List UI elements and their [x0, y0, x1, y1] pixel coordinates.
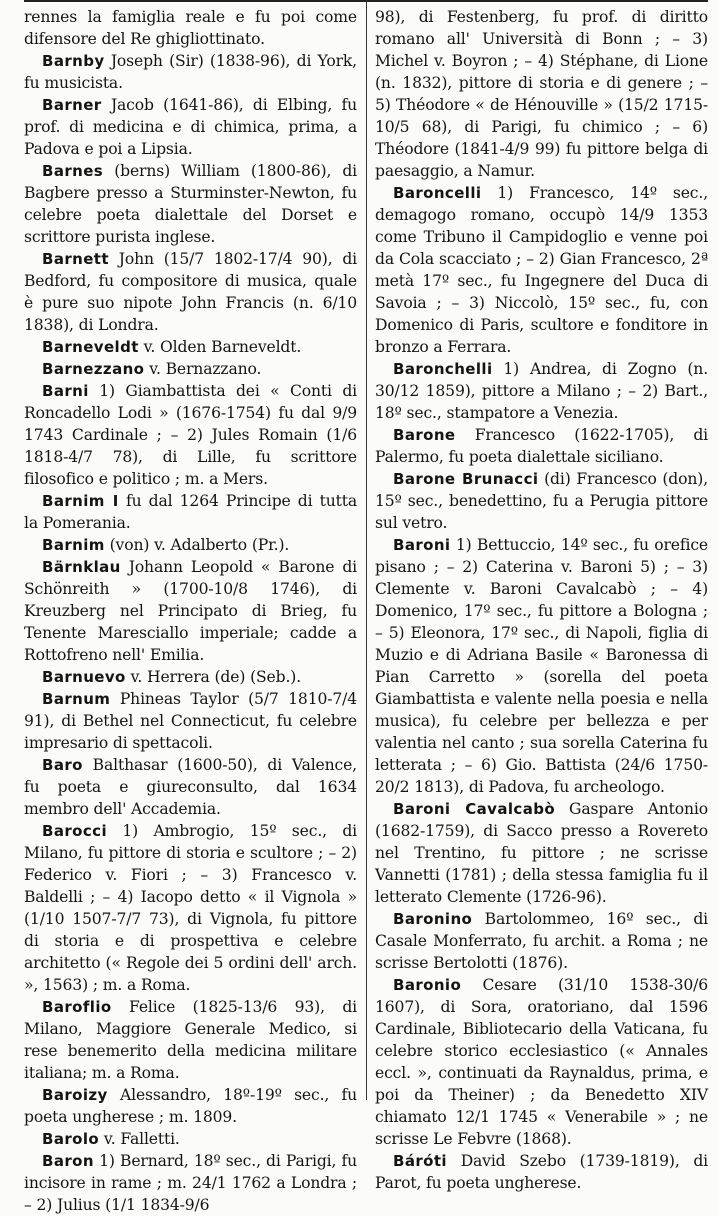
entry-headword: Barnum — [42, 690, 111, 708]
entry-headword: Bärnklau — [42, 558, 121, 576]
entry-baronino: Baronino Bartolommeo, 16º sec., di Casale Monferrato, fu archit. a Roma ; ne scrisse Bertolotti (1876). — [375, 910, 708, 972]
entry-headword: Báróti — [393, 1152, 447, 1170]
entry-barnett: Barnett John (15/7 1802-17/4 90), di Bedford, fu compositore di musica, quale è pure suo nipote John Francis (n. 6/10 1838), di Londra. — [24, 250, 358, 334]
entry-barnuevo: Barnuevo v. Herrera (de) (Seb.). — [42, 668, 301, 686]
entry-headword: Barner — [42, 96, 102, 114]
entry-baronchelli: Baronchelli 1) Andrea, di Zogno (n. 30/12 1859), pittore a Milano ; – 2) Bart., 18º sec., stampatore a Venezia. — [375, 360, 709, 422]
entry-barone-brunacci: Barone Brunacci (di) Francesco (don), 15º sec., benedettino, fu a Perugia pittore sul vetro. — [375, 470, 708, 532]
entry-headword: Barnby — [42, 52, 105, 70]
entry-barner: Barner Jacob (1641-86), di Elbing, fu prof. di medicina e di chimica, prima, a Padova e poi a Lipsia. — [24, 96, 357, 158]
entry-headword: Barocci — [42, 822, 107, 840]
entry-headword: Baroizy — [42, 1086, 108, 1104]
entry-headword: Baronino — [393, 910, 473, 928]
entry-baroflio: Baroflio Felice (1825-13/6 93), di Milano, Maggiore Generale Medico, si rese benemerito della medicina militare italiana; m. a Roma. — [24, 998, 357, 1082]
entry-baroizy: Baroizy Alessandro, 18º-19º sec., fu poeta ungherese ; m. 1809. — [24, 1086, 357, 1126]
entry-barnklau: Bärnklau Johann Leopold « Barone di Schönreith » (1700-10/8 1746), di Kreuzberg nel Principato di Brieg, fu Tenente Maresciallo imperiale; cadde a Rottofreno nell' Emilia. — [24, 558, 358, 664]
entry-barone: Barone Francesco (1622-1705), di Palermo, fu poeta dialettale siciliano. — [375, 426, 708, 466]
column-divider — [366, 0, 367, 1100]
dictionary-page — [24, 0, 709, 1214]
entry-headword: Barnes — [42, 162, 104, 180]
entry-barolo: Barolo v. Falletti. — [42, 1130, 180, 1148]
entry-headword: Barnim I — [42, 492, 119, 510]
entry-barnim-i: Barnim I fu dal 1264 Principe di tutta la Pomerania. — [24, 492, 358, 532]
entry-baron: Baron 1) Bernard, 18º sec., di Parigi, fu incisore in rame ; m. 24/1 1762 a Londra ; – 2) Julius (1/1 1834-9/6 — [24, 1152, 357, 1214]
left-column — [24, 6, 357, 1216]
right-column — [375, 6, 708, 1194]
entry-barni: Barni 1) Giambattista dei « Conti di Roncadello Lodi » (1676-1754) fu dal 9/9 1743 Cardinale ; – 2) Jules Romain (1/6 1818-4/7 78), di Lille, fu scrittore filosofico e politico ; m. a Mers. — [24, 382, 357, 488]
entry-headword: Baroflio — [42, 998, 112, 1016]
entry-headword: Barolo — [42, 1130, 100, 1148]
entry-barnes: Barnes (berns) William (1800-86), di Bagbere presso a Sturminster-Newton, fu celebre poeta dialettale del Dorset e scrittore purista inglese. — [24, 162, 358, 246]
entry-baroni: Baroni 1) Bettuccio, 14º sec., fu orefice pisano ; – 2) Caterina v. Baroni 5) ; – 3) Clemente v. Baroni Cavalcabò ; – 4) Domenico, 17º sec., fu pittore a Bologna ; – 5) Eleonora, 17º sec., di Napoli, figlia di Muzio e di Adriana Basile « Baronessa di Pian Carretto » (sorella del poeta Giambattista e valente nella poesia e nella musica), fu celebre per bellezza e per valentia nel canto ; sua sorella Caterina fu letterata ; – 6) Gio. Battista (24/6 1750-20/2 1813), di Padova, fu archeologo. — [375, 536, 708, 796]
entry-headword: Baroni — [393, 536, 451, 554]
entry-headword: Baro — [42, 756, 83, 774]
entry-barnezzano: Barnezzano v. Bernazzano. — [42, 360, 262, 378]
entry-baroncelli: Baroncelli 1) Francesco, 14º sec., demagogo romano, occupò 14/9 1353 come Tribuno il Campidoglio e venne poi da Cola scacciato ; – 2) Gian Francesco, 2ª metà 17º sec., fu Ingegnere del Duca di Savoia ; – 3) Niccolò, 15º sec., fu, con Domenico di Paris, scultore e fonditore in bronzo a Ferrara. — [375, 184, 708, 356]
entry-continuation: rennes la famiglia reale e fu poi come difensore del Re ghigliottinato. — [24, 8, 357, 48]
entry-barnim: Barnim (von) v. Adalberto (Pr.). — [42, 536, 290, 554]
entry-headword: Barone Brunacci — [393, 470, 539, 488]
entry-barnum: Barnum Phineas Taylor (5/7 1810-7/4 91), di Bethel nel Connecticut, fu celebre impresario di spettacoli. — [24, 690, 358, 752]
entry-barocci: Barocci 1) Ambrogio, 15º sec., di Milano, fu pittore di storia e scultore ; – 2) Federico v. Fiori ; – 3) Francesco v. Baldelli ; – 4) Iacopo detto « il Vignola » (1/10 1507-7/7 73), di Vignola, fu pittore di storia e di prospettiva e celebre architetto (« Regole dei 5 ordini dell' arch. », 1563) ; m. a Roma. — [24, 822, 357, 994]
entry-headword: Baronio — [393, 976, 462, 994]
entry-headword: Barnuevo — [42, 668, 126, 686]
entry-baroti: Báróti David Szebo (1739-1819), di Parot, fu poeta ungherese. — [375, 1152, 708, 1192]
entry-barneveldt: Barneveldt v. Olden Barneveldt. — [42, 338, 302, 356]
entry-baronio: Baronio Cesare (31/10 1538-30/6 1607), di Sora, oratoriano, dal 1596 Cardinale, Bibliotecario della Vaticana, fu celebre storico ecclesiastico (« Annales eccl. », continuati da Raynaldus, prima, e poi da Theiner) ; da Benedetto XIV chiamato 12/1 1745 « Venerabile » ; ne scrisse Le Febvre (1868). — [375, 976, 708, 1148]
entry-headword: Barneveldt — [42, 338, 139, 356]
entry-continuation: 98), di Festenberg, fu prof. di diritto romano all' Università di Bonn ; – 3) Michel v. Boyron ; – 4) Stéphane, di Lione (n. 1832), pittore di storia e di genere ; – 5) Théodore « de Hénouville » (15/2 1715-10/5 68), di Parigi, fu chimico ; – 6) Théodore (1841-4/9 99) fu pittore belga di paesaggio, a Namur. — [375, 8, 708, 180]
entry-headword: Baron — [42, 1152, 94, 1170]
entry-headword: Barnett — [42, 250, 109, 268]
entry-headword: Barnim — [42, 536, 105, 554]
entry-headword: Baroni Cavalcabò — [393, 800, 556, 818]
entry-headword: Barone — [393, 426, 456, 444]
entry-headword: Barni — [42, 382, 89, 400]
entry-headword: Baroncelli — [393, 184, 482, 202]
entry-baroni-cavalcabo: Baroni Cavalcabò Gaspare Antonio (1682-1759), di Sacco presso a Rovereto nel Trentino, fu pittore ; ne scrisse Vannetti (1781) ; della stessa famiglia fu il letterato Clemente (1726-96). — [375, 800, 708, 906]
entry-headword: Baronchelli — [393, 360, 493, 378]
entry-headword: Barnezzano — [42, 360, 145, 378]
entry-baro: Baro Balthasar (1600-50), di Valence, fu poeta e giureconsulto, dal 1634 membro dell' Accademia. — [24, 756, 357, 818]
entry-barnby: Barnby Joseph (Sir) (1838-96), di York, fu musicista. — [24, 52, 357, 92]
